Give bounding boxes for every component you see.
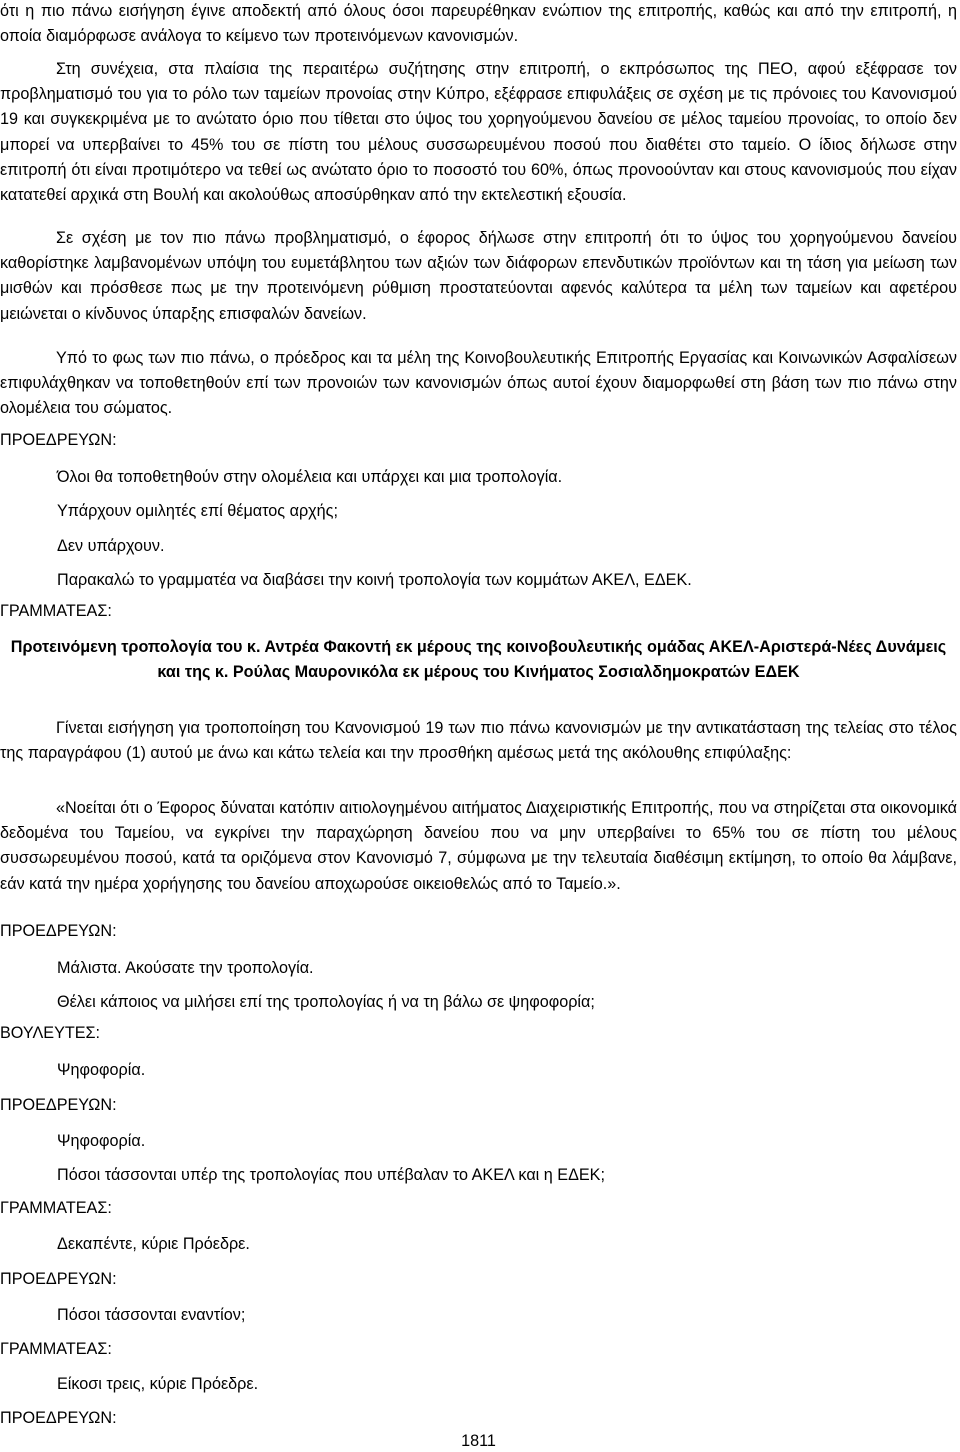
speech-line: Πόσοι τάσσονται εναντίον;: [57, 1306, 246, 1324]
speech-line: Ψηφοφορία.: [57, 1132, 146, 1150]
paragraph-committee-position: Υπό το φως των πιο πάνω, ο πρόεδρος και τα μέλη της Κοινοβουλευτικής Επιτροπής Εργασίας και Κοινωνικών Ασφαλίσεων επιφυλάχθηκαν να τοποθετηθούν επί των προνοιών των κανονισμών όπως αυτοί έχουν διαμορφωθεί στη βάση των πιο πάνω στην ολομέλεια του σώματος.: [0, 349, 957, 418]
speech-line: Δεκαπέντε, κύριε Πρόεδρε.: [57, 1235, 250, 1253]
speech-line: Είκοσι τρεις, κύριε Πρόεδρε.: [57, 1375, 259, 1393]
speaker-clerk: ΓΡΑΜΜΑΤΕΑΣ:: [0, 1340, 112, 1358]
speaker-president: ΠΡΟΕΔΡΕΥΩΝ:: [0, 431, 117, 449]
speech-line: Όλοι θα τοποθετηθούν στην ολομέλεια και υπάρχει και μια τροπολογία.: [57, 468, 563, 486]
speech-line: Ψηφοφορία.: [57, 1061, 146, 1079]
page-number: 1811: [461, 1432, 496, 1450]
amendment-intro: Γίνεται εισήγηση για τροποποίηση του Κανονισμού 19 των πιο πάνω κανονισμών με την αντικατάσταση της τελείας στο τέλος της παραγράφου (1) αυτού με άνω και κάτω τελεία και την προσθήκη αμέσως μετά της ακόλουθης επιφύλαξης:: [0, 719, 957, 763]
paragraph-registrar-response: Σε σχέση με τον πιο πάνω προβληματισμό, ο έφορος δήλωσε στην επιτροπή ότι το ύψος του χορηγούμενου δανείου καθορίστηκε λαμβανομένων υπόψη του ευμετάβλητου των αξιών των διάφορων επενδυτικών προϊόντων και τη τάση για μείωση των μισθών και πρόσθεσε πως με την προτεινόμενη ρύθμιση προστατεύονται αφενός καλύτερα τα μέλη των ταμείων και αφετέρου μειώνεται ο κίνδυνος ύπαρξης επισφαλών δανείων.: [0, 229, 957, 323]
paragraph-intro-continued: ότι η πιο πάνω εισήγηση έγινε αποδεκτή από όλους όσοι παρευρέθηκαν ενώπιον της επιτροπής, καθώς και από την επιτροπή, η οποία διαμόρφωσε ανάλογα το κείμενο των προτεινόμενων κανονισμών.: [0, 2, 957, 46]
speech-line: Μάλιστα. Ακούσατε την τροπολογία.: [57, 959, 314, 977]
speaker-president: ΠΡΟΕΔΡΕΥΩΝ:: [0, 1096, 117, 1114]
speaker-president: ΠΡΟΕΔΡΕΥΩΝ:: [0, 1409, 117, 1427]
paragraph-peo-concerns: Στη συνέχεια, στα πλαίσια της περαιτέρω συζήτησης στην επιτροπή, ο εκπρόσωπος της ΠΕΟ, αφού εξέφρασε τον προβληματισμό του για το ρόλο των ταμείων προνοίας στην Κύπρο, εξέφρασε επιφυλάξεις σε σχέση με τις πρόνοιες του Κανονισμού 19 και συγκεκριμένα με το ανώτατο όριο που τίθεται στο ύψος του χορηγούμενου δανείου σε μέλος ταμείου προνοίας, το οποίο δεν μπορεί να υπερβαίνει το 45% του σε πίστη του μέλους συσσωρευμένου ποσού που διαθέτει στο ταμείο. Ο ίδιος δήλωσε στην επιτροπή ότι είναι προτιμότερο να τεθεί ως ανώτατο όριο το ποσοστό του 60%, όπως προνοούνταν και στους κανονισμούς που είχαν κατατεθεί αρχικά στη Βουλή και ακολούθως αποσύρθηκαν από την εκτελεστική εξουσία.: [0, 60, 957, 205]
amendment-heading: Προτεινόμενη τροπολογία του κ. Αντρέα Φακοντή εκ μέρους της κοινοβουλευτικής ομάδας ΑΚΕΛ-Αριστερά-Νέες Δυνάμεις και της κ. Ρούλας Μαυρονικόλα εκ μέρους του Κινήματος Σοσιαλδημοκρατών ΕΔΕΚ: [10, 638, 947, 682]
speaker-clerk: ΓΡΑΜΜΑΤΕΑΣ:: [0, 1199, 112, 1217]
speaker-president: ΠΡΟΕΔΡΕΥΩΝ:: [0, 922, 117, 940]
speech-line: Πόσοι τάσσονται υπέρ της τροπολογίας που υπέβαλαν το ΑΚΕΛ και η ΕΔΕΚ;: [57, 1166, 605, 1184]
amendment-quote: «Νοείται ότι ο Έφορος δύναται κατόπιν αιτιολογημένου αιτήματος Διαχειριστικής Επιτροπής, που να στηρίζεται στα οικονομικά δεδομένα του Ταμείου, να εγκρίνει την παραχώρηση δανείου που να μην υπερβαίνει το 65% του σε πίστη του μέλους συσσωρευμένου ποσού, κατά τα οριζόμενα στον Κανονισμό 7, σύμφωνα με την τελευταία διαθέσιμη εκτίμηση, το οποίο θα λάμβανε, εάν κατά την ημέρα χορήγησης του δανείου αποχωρούσε οικειοθελώς από το Ταμείο.».: [0, 799, 957, 893]
speech-line: Θέλει κάποιος να μιλήσει επί της τροπολογίας ή να τη βάλω σε ψηφοφορία;: [57, 993, 595, 1011]
speaker-president: ΠΡΟΕΔΡΕΥΩΝ:: [0, 1270, 117, 1288]
speech-line: Δεν υπάρχουν.: [57, 537, 165, 555]
speaker-clerk: ΓΡΑΜΜΑΤΕΑΣ:: [0, 602, 112, 620]
speech-line: Παρακαλώ το γραμματέα να διαβάσει την κοινή τροπολογία των κομμάτων ΑΚΕΛ, ΕΔΕΚ.: [57, 571, 692, 589]
speaker-mps: ΒΟΥΛΕΥΤΕΣ:: [0, 1024, 101, 1042]
speech-line: Υπάρχουν ομιλητές επί θέματος αρχής;: [57, 502, 338, 520]
